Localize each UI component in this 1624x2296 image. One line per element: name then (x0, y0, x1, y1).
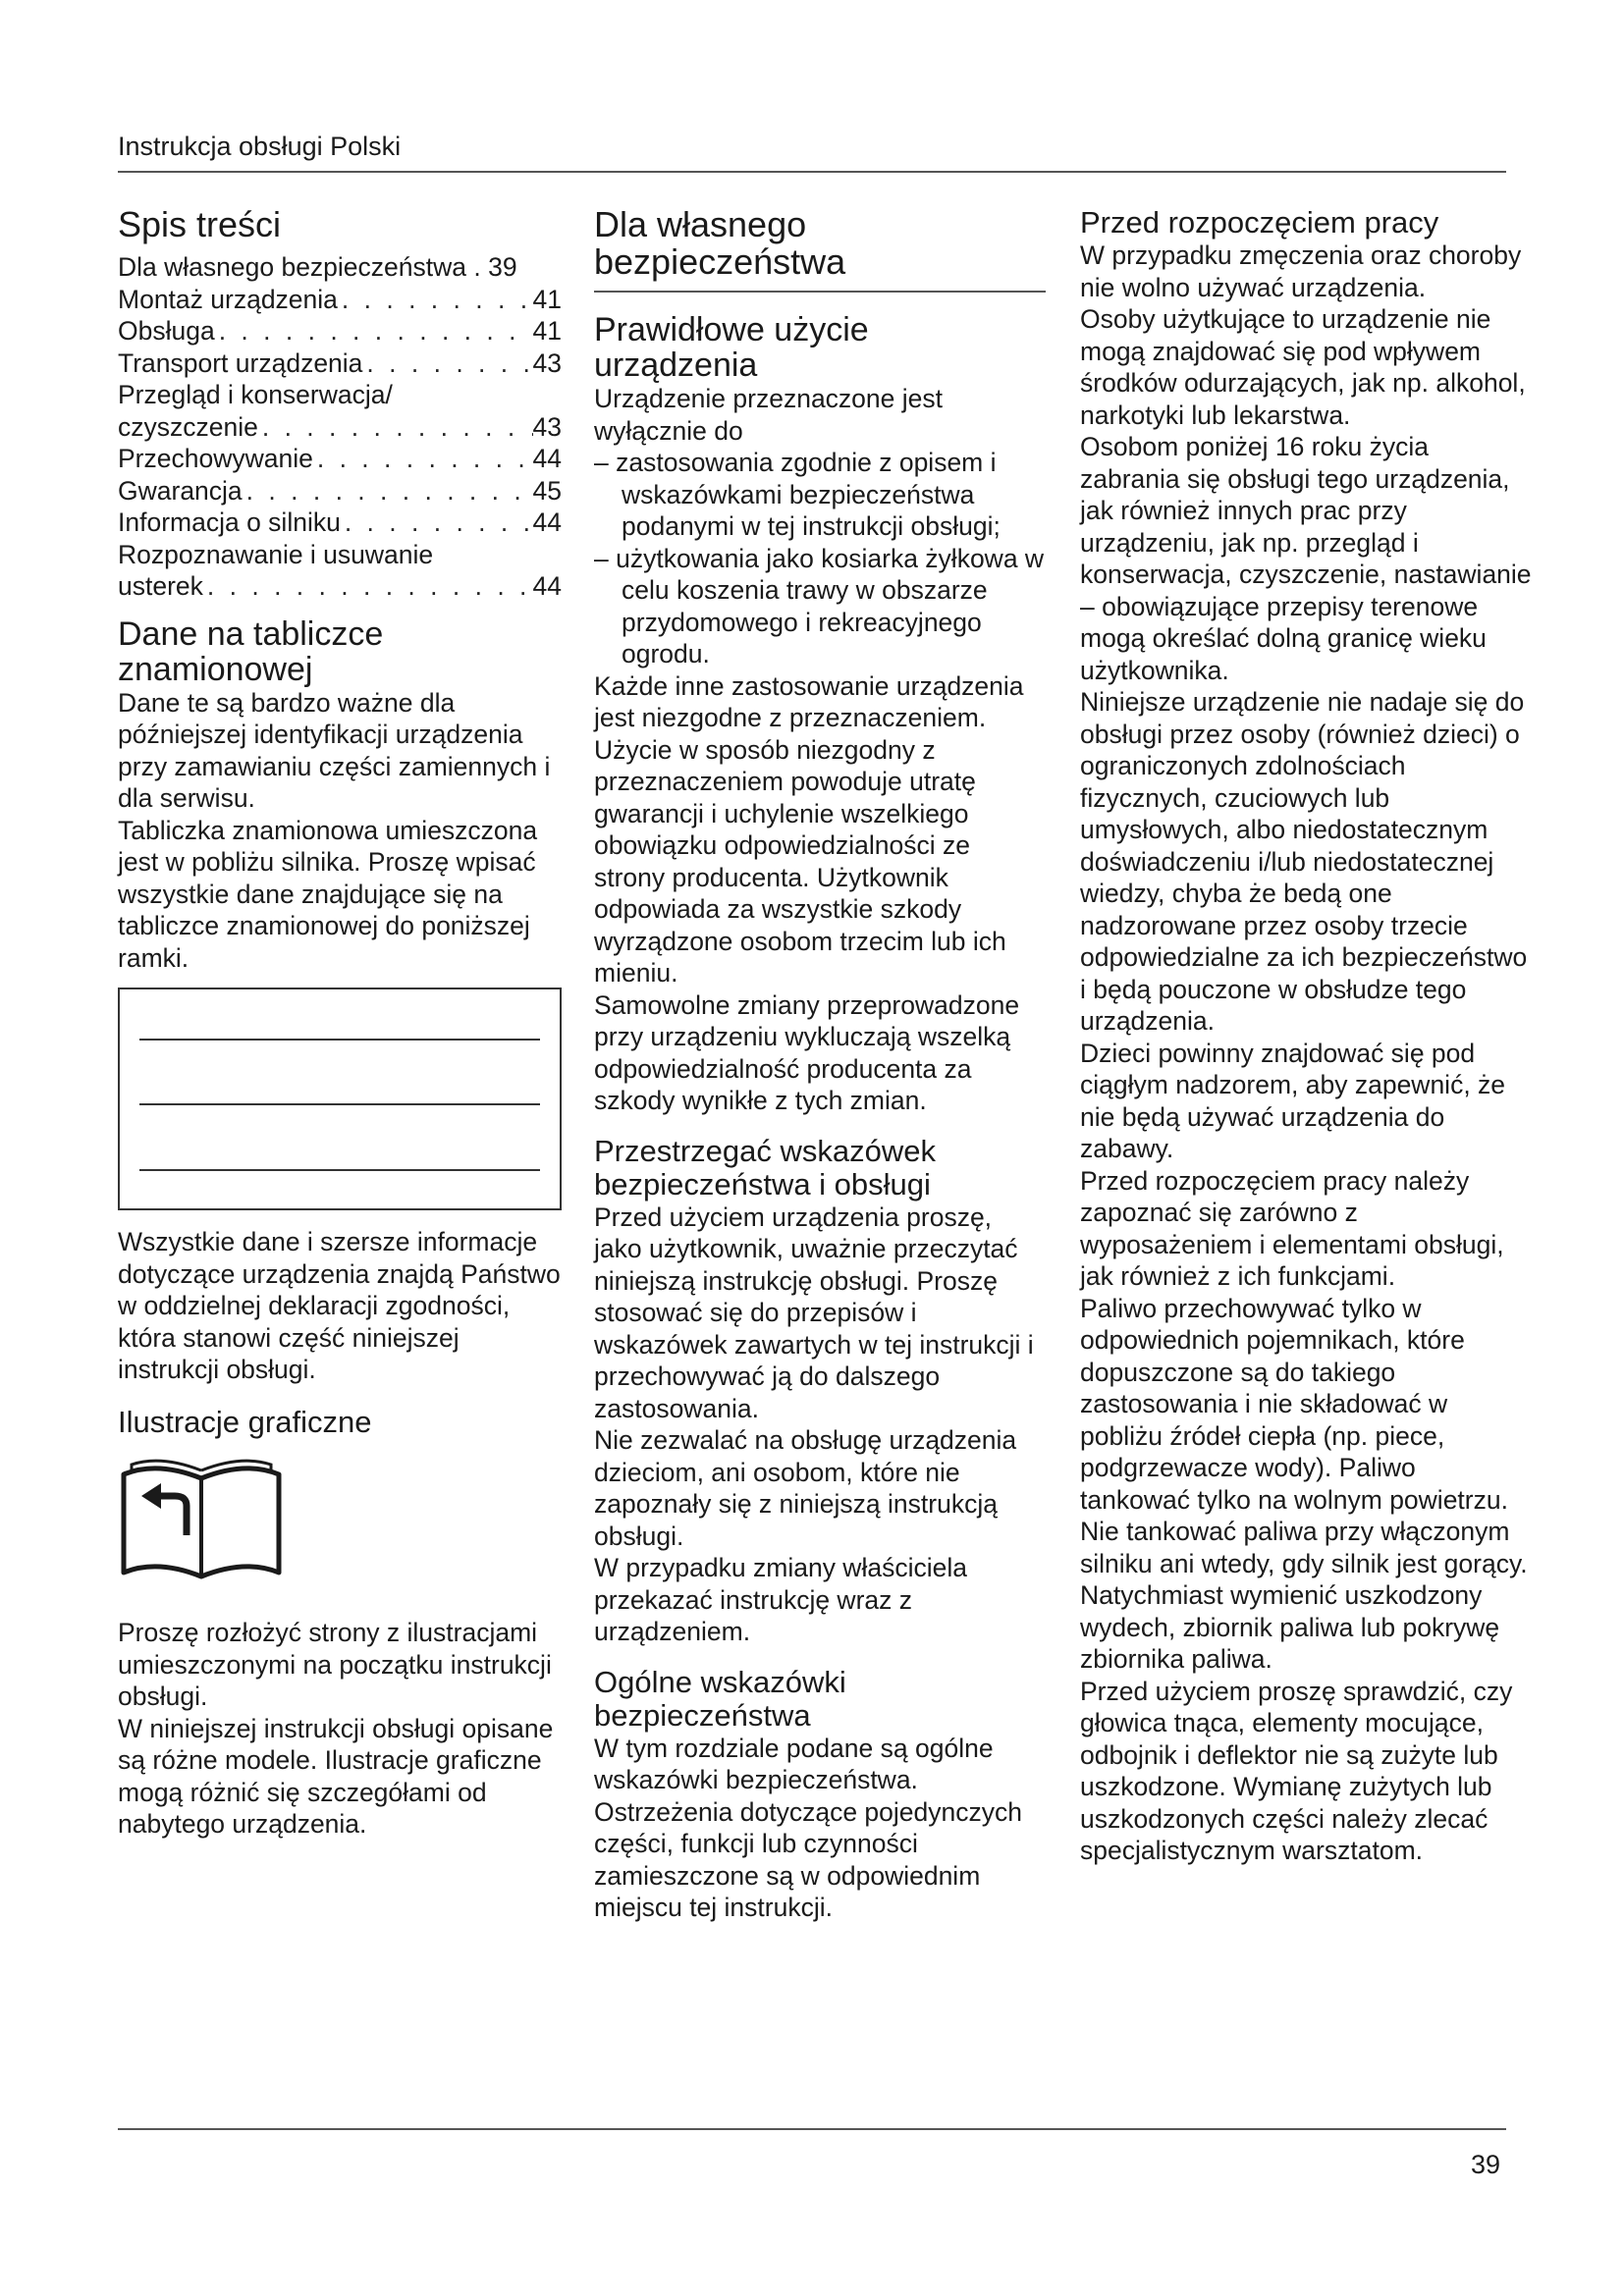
toc-entry-label: Dla własnego bezpieczeństwa (118, 252, 467, 282)
toc-entry-label: czyszczenie (118, 411, 258, 442)
nameplate-entry-box[interactable] (118, 988, 562, 1210)
page-number: 39 (1470, 2150, 1500, 2179)
toc-entry: Dla własnego bezpieczeństwa . 39 (118, 252, 517, 282)
toc-entry-page: 44 (532, 507, 562, 537)
illustrations-paragraph: Proszę rozłożyć strony z ilustracjami umieszczonymi na początku instrukcji obsługi. (118, 1618, 552, 1711)
toc-entry-label-line1: Przegląd i konserwacja/ (118, 380, 393, 409)
observe-paragraph: W przypadku zmiany właściciela przekazać instrukcję wraz z urządzeniem. (594, 1553, 967, 1646)
table-of-contents (118, 251, 562, 603)
column-middle (594, 206, 1046, 1924)
before-work-paragraph: Dzieci powinny znajdować się pod ciągłym nadzorem, aby zapewnić, że nie będą używać urządzenia do zabawy. (1080, 1038, 1506, 1163)
toc-entry-label: usterek (118, 571, 203, 601)
toc-entry-label: Informacja o silniku (118, 507, 341, 537)
before-work-paragraph: Przed rozpoczęciem pracy należy zapoznać się zarówno z wyposażeniem i elementami obsługi, jak również z ich funkcjami. (1080, 1165, 1504, 1291)
nameplate-entry-line[interactable] (139, 1169, 540, 1171)
before-work-paragraph: W przypadku zmęczenia oraz choroby nie wolno używać urządzenia. (1080, 240, 1522, 302)
section-heading-rule (594, 291, 1046, 293)
toc-entry (118, 315, 562, 347)
toc-entry-page: 43 (532, 411, 562, 442)
column-left (118, 206, 562, 1841)
toc-entry-label: Transport urządzenia (118, 347, 363, 378)
toc-entry (118, 475, 562, 507)
general-paragraph: W tym rozdziale podane są ogólne wskazówki bezpieczeństwa. (594, 1733, 994, 1794)
subsection-heading: Ogólne wskazówki bezpieczeństwa (594, 1664, 846, 1733)
illustrations-paragraph: W niniejszej instrukcji obsługi opisane są różne modele. Ilustracje graficzne mogą różnić się szczegółami od nabytego urządzenia. (118, 1713, 554, 1839)
toc-entry-page: 45 (532, 475, 562, 506)
before-work-paragraph: Niniejsze urządzenie nie nadaje się do obsługi przez osoby (również dzieci) o ograniczonych zdolnościach fizycznych, czuciowych lub umysłowych, albo niedostatecznym doświadczeniu i/lub niedostatecznej wiedzy, chyba że bedą one nadzorowane przez osoby trzecie odpowiedzialne za ich bezpieczeństwo i będą pouczone w obsłudze tego urządzenia. (1080, 687, 1528, 1036)
toc-entry (118, 347, 562, 380)
footer-rule (118, 2128, 1506, 2130)
toc-entry-page: 44 (532, 444, 562, 473)
open-book-icon (118, 1457, 285, 1584)
toc-entry (118, 284, 562, 316)
toc-entry (118, 443, 562, 475)
nameplate-entry-line[interactable] (139, 1039, 540, 1041)
subsection-heading: Przed rozpoczęciem pracy (1080, 205, 1439, 240)
toc-entry-label: Montaż urządzenia (118, 284, 338, 314)
toc-heading: Spis treści (118, 204, 282, 244)
observe-paragraph: Przed użyciem urządzenia proszę, jako użytkownik, uważnie przeczytać niniejszą instrukcję obsługi. Proszę stosować się do przepisów i wskazówek zawartych w tej instrukcji i przechowywać ją do dalszego zastosowania. (594, 1201, 1034, 1423)
proper-use-bullet: – zastosowania zgodnie z opisem i wskazówkami bezpieczeństwa podanymi w tej instrukcji obsługi; (594, 448, 1001, 541)
toc-entry-label: Gwarancja (118, 475, 243, 506)
general-paragraph: Ostrzeżenia dotyczące pojedynczych części, funkcji lub czynności zamieszczone są w odpowiednim miejscu tej instrukcji. (594, 1796, 1022, 1922)
illustrations-heading: Ilustracje graficzne (118, 1404, 372, 1439)
nameplate-paragraph: Tabliczka znamionowa umieszczona jest w pobliżu silnika. Proszę wpisać wszystkie dane znajdujące się na tabliczce znamionowej do poniższej ramki. (118, 815, 538, 973)
nameplate-heading: Dane na tabliczce znamionowej (118, 614, 384, 688)
proper-use-paragraph: Samowolne zmiany przeprowadzone przy urządzeniu wykluczają wszelką odpowiedzialność producenta za szkody wynikłe z tych zmian. (594, 989, 1020, 1115)
toc-entry-page: 44 (532, 571, 562, 601)
before-work-paragraph: Natychmiast wymienić uszkodzony wydech, zbiornik paliwa lub pokrywę zbiornika paliwa. (1080, 1580, 1500, 1674)
nameplate-paragraph: Dane te są bardzo ważne dla późniejszej identyfikacji urządzenia przy zamawianiu części zamiennych i dla serwisu. (118, 687, 551, 813)
toc-entry-label: Obsługa (118, 316, 215, 346)
before-work-paragraph: Przed użyciem proszę sprawdzić, czy głowica tnąca, elementy mocujące, odbojnik i deflektor nie są zużyte lub uszkodzone. Wymianę zużytych lub uszkodzonych części należy zlecać specjalistycznym warsztatom. (1080, 1676, 1513, 1865)
toc-entry-page: 41 (532, 316, 562, 346)
nameplate-paragraph: Wszystkie dane i szersze informacje dotyczące urządzenia znajdą Państwo w oddzielnej deklaracji zgodności, która stanowi część niniejszej instrukcji obsługi. (118, 1227, 561, 1384)
section-heading: Dla własnego bezpieczeństwa (594, 204, 846, 282)
header-rule (118, 171, 1506, 173)
toc-entry-page: 39 (488, 252, 517, 282)
nameplate-entry-line[interactable] (139, 1103, 540, 1105)
toc-entry (118, 411, 562, 444)
proper-use-paragraph: Każde inne zastosowanie urządzenia jest niezgodne z przeznaczeniem. (594, 670, 1024, 732)
column-right (1080, 206, 1532, 1867)
before-work-paragraph: Osobom poniżej 16 roku życia zabrania się obsługi tego urządzenia, jak również innych prac przy urządzeniu, jak np. przegląd i konserwacja, czyszczenie, nastawianie – obowiązujące przepisy terenowe mogą określać dolną granicę wieku użytkownika. (1080, 432, 1532, 685)
toc-entry (118, 570, 562, 603)
subsection-heading: Prawidłowe użycie urządzenia (594, 311, 869, 384)
toc-entry-page: 41 (532, 284, 562, 314)
proper-use-bullet: – użytkowania jako kosiarka żyłkowa w celu koszenia trawy w obszarze przydomowego i rekreacyjnego ogrodu. (594, 543, 1045, 668)
toc-entry (118, 507, 562, 539)
subsection-heading: Przestrzegać wskazówek bezpieczeństwa i obsługi (594, 1133, 937, 1201)
proper-use-paragraph: Użycie w sposób niezgodny z przeznaczeniem powoduje utratę gwarancji i uchylenie wszelkiego obowiązku odpowiedzialności ze strony producenta. Użytkownik odpowiada za wszystkie szkody wyrządzone osobom trzecim lub ich mieniu. (594, 734, 1006, 988)
toc-entry-label: Przechowywanie (118, 444, 313, 473)
before-work-paragraph: Paliwo przechowywać tylko w odpowiednich pojemnikach, które dopuszczone są do takiego zastosowania i nie składować w pobliżu źródeł ciepła (np. piece, podgrzewacze wody). Paliwo tankować tylko na wolnym powietrzu. Nie tankować paliwa przy włączonym silniku ani wtedy, gdy silnik jest gorący. (1080, 1293, 1528, 1578)
proper-use-intro: Urządzenie przeznaczone jest wyłącznie do (594, 384, 943, 446)
running-header: Instrukcja obsługi Polski (118, 132, 402, 161)
observe-paragraph: Nie zezwalać na obsługę urządzenia dzieciom, ani osobom, które nie zapoznały się z niniejszą instrukcją obsługi. (594, 1425, 1017, 1551)
toc-entry-page: 43 (532, 347, 562, 378)
toc-entry-label-line1: Rozpoznawanie i usuwanie (118, 539, 434, 569)
before-work-paragraph: Osoby użytkujące to urządzenie nie mogą znajdować się pod wpływem środków odurzających, jak np. alkohol, narkotyki lub lekarstwa. (1080, 304, 1526, 430)
